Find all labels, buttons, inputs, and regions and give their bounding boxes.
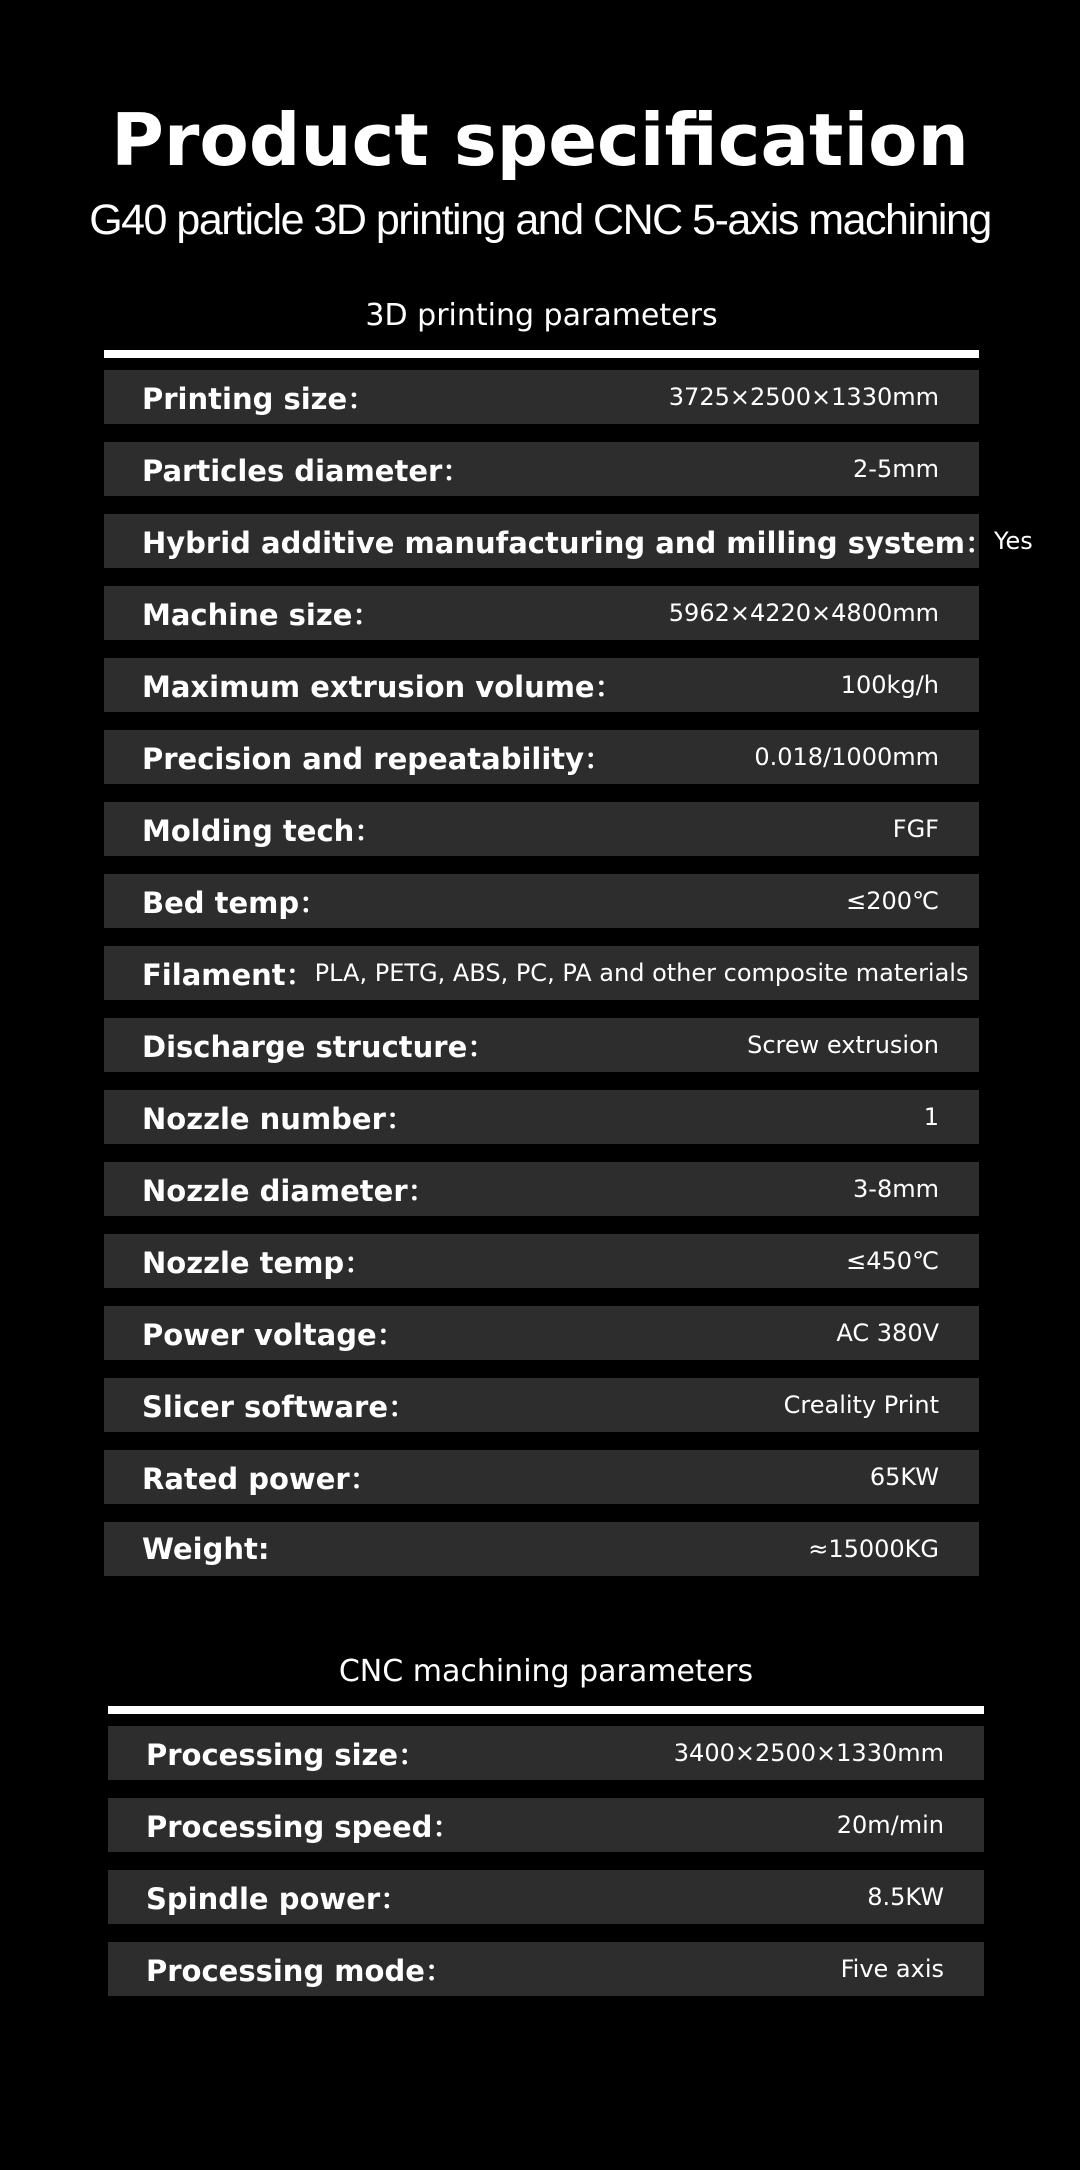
- spec-value: 3400×2500×1330mm: [673, 1739, 944, 1767]
- spec-row: [104, 946, 979, 1000]
- cnc-parameters-section: [108, 1646, 984, 2006]
- spec-value: Screw extrusion: [747, 1031, 939, 1059]
- spec-row: [104, 586, 979, 640]
- spec-label: Processing size：: [146, 1737, 428, 1772]
- spec-label: Weight:: [142, 1532, 270, 1566]
- spec-value: Creality Print: [783, 1391, 939, 1419]
- spec-row: [104, 1162, 979, 1216]
- spec-row: [104, 1522, 979, 1576]
- printing-parameters-heading: 3D printing parameters: [365, 298, 718, 333]
- spec-label: Nozzle number：: [142, 1101, 415, 1136]
- spec-row: [104, 730, 979, 784]
- spec-value: 8.5KW: [867, 1883, 944, 1911]
- spec-row: [104, 1306, 979, 1360]
- spec-label: Particles diameter：: [142, 453, 472, 488]
- spec-row: [104, 514, 1033, 568]
- spec-label: Hybrid additive manufacturing and milling system：: [142, 525, 994, 560]
- spec-value: ≤450℃: [846, 1247, 939, 1275]
- spec-row: [104, 370, 979, 424]
- spec-label: Discharge structure：: [142, 1029, 497, 1064]
- cnc-parameters-divider: [108, 1706, 984, 1714]
- spec-value: 3-8mm: [853, 1175, 939, 1203]
- spec-row: [104, 658, 979, 712]
- spec-row: [104, 802, 979, 856]
- spec-label: Spindle power：: [146, 1881, 410, 1916]
- spec-row: [108, 1798, 984, 1852]
- spec-value: 1: [923, 1103, 939, 1131]
- spec-value: 100kg/h: [840, 671, 939, 699]
- spec-value: 65KW: [869, 1463, 939, 1491]
- spec-value: Yes: [993, 527, 1033, 555]
- spec-row: [104, 1018, 979, 1072]
- spec-label: Machine size：: [142, 597, 382, 632]
- spec-value: ≈15000KG: [808, 1535, 939, 1563]
- spec-value: 20m/min: [836, 1811, 944, 1839]
- spec-label: Nozzle temp：: [142, 1245, 374, 1280]
- spec-value: PLA, PETG, ABS, PC, PA and other composite materials: [314, 959, 969, 987]
- spec-value: 2-5mm: [853, 455, 939, 483]
- spec-row: [104, 1378, 979, 1432]
- spec-row: [104, 1450, 979, 1504]
- spec-label: Nozzle diameter：: [142, 1173, 437, 1208]
- spec-label: Precision and repeatability：: [142, 741, 614, 776]
- spec-value: Five axis: [840, 1955, 944, 1983]
- spec-label: Processing speed：: [146, 1809, 462, 1844]
- spec-value: 5962×4220×4800mm: [668, 599, 939, 627]
- spec-value: ≤200℃: [846, 887, 939, 915]
- spec-row: [104, 874, 979, 928]
- spec-label: Molding tech：: [142, 813, 384, 848]
- spec-label: Processing mode：: [146, 1953, 454, 1988]
- spec-row: [108, 1942, 984, 1996]
- spec-value: 3725×2500×1330mm: [668, 383, 939, 411]
- spec-label: Printing size：: [142, 381, 377, 416]
- spec-label: Power voltage：: [142, 1317, 406, 1352]
- printing-parameters-divider: [104, 350, 979, 358]
- spec-value: FGF: [892, 815, 939, 843]
- spec-row: [108, 1726, 984, 1780]
- spec-label: Maximum extrusion volume：: [142, 669, 624, 704]
- printing-parameters-section: [104, 292, 1033, 1582]
- spec-row: [104, 1090, 979, 1144]
- spec-label: Slicer software：: [142, 1389, 418, 1424]
- page-title: Product specification: [111, 98, 969, 182]
- spec-row: [108, 1870, 984, 1924]
- spec-value: AC 380V: [836, 1319, 939, 1347]
- spec-row: [104, 442, 979, 496]
- cnc-parameters-heading: CNC machining parameters: [338, 1654, 754, 1689]
- spec-value: 0.018/1000mm: [754, 743, 939, 771]
- page-subtitle: G40 particle 3D printing and CNC 5-axis machining: [89, 196, 991, 244]
- spec-label: Bed temp：: [142, 885, 329, 920]
- spec-label: Rated power：: [142, 1461, 379, 1496]
- spec-row: [104, 1234, 979, 1288]
- spec-label: Filament：: [142, 957, 315, 992]
